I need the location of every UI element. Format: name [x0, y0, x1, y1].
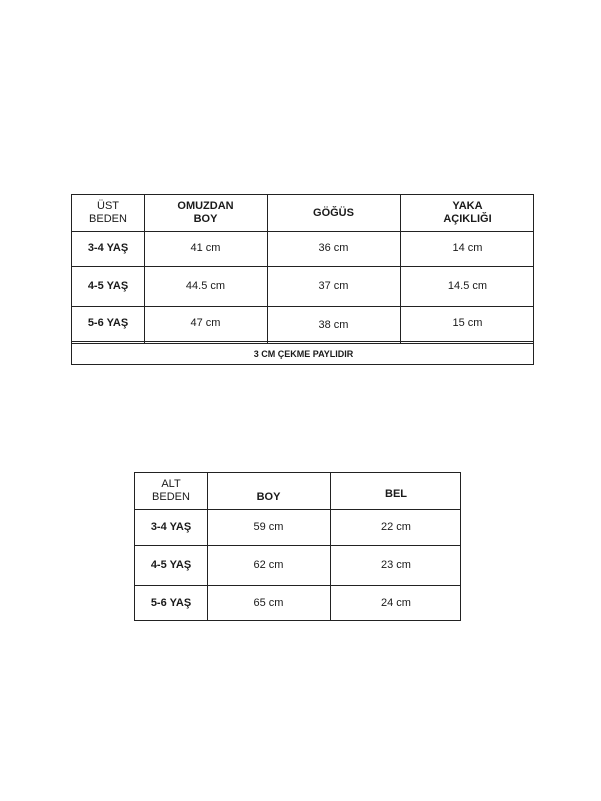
table-cell: 24 cm [381, 596, 411, 609]
header-alt-beden: ALT BEDEN [152, 478, 190, 503]
table-cell: 59 cm [253, 520, 284, 533]
header-ust-beden: ÜST BEDEN [89, 200, 127, 225]
row-size-label: 5-6 YAŞ [150, 596, 192, 609]
table-cell: 38 cm [318, 319, 349, 331]
table-cell: 65 cm [253, 596, 284, 609]
table-cell: 62 cm [253, 558, 284, 571]
shrinkage-note: 3 CM ÇEKME PAYLIDIR [253, 348, 354, 359]
table-cell: 47 cm [190, 317, 221, 329]
table-cell: 44.5 cm [185, 279, 226, 292]
row-size-label: 5-6 YAŞ [87, 317, 129, 329]
header-omuzdan-boy: OMUZDAN BOY [177, 200, 234, 225]
table-cell: 22 cm [381, 520, 411, 533]
header-yaka-acikligi: YAKA AÇIKLIĞI [443, 200, 492, 225]
table-cell: 14.5 cm [447, 279, 488, 292]
lower-size-table [134, 472, 461, 621]
row-size-label: 3-4 YAŞ [87, 242, 129, 254]
header-boy: BOY [256, 490, 281, 503]
header-gogus: GÖĞÜS [313, 206, 354, 219]
table-cell: 37 cm [318, 279, 349, 292]
table-cell: 23 cm [381, 558, 411, 571]
table-cell: 41 cm [190, 242, 221, 254]
row-size-label: 3-4 YAŞ [150, 520, 192, 533]
upper-size-table [71, 194, 534, 365]
table-cell: 15 cm [452, 317, 483, 329]
table-cell: 14 cm [452, 242, 483, 254]
row-size-label: 4-5 YAŞ [150, 558, 192, 571]
row-size-label: 4-5 YAŞ [87, 279, 129, 292]
table-cell: 36 cm [318, 242, 349, 254]
header-bel: BEL [385, 487, 407, 500]
